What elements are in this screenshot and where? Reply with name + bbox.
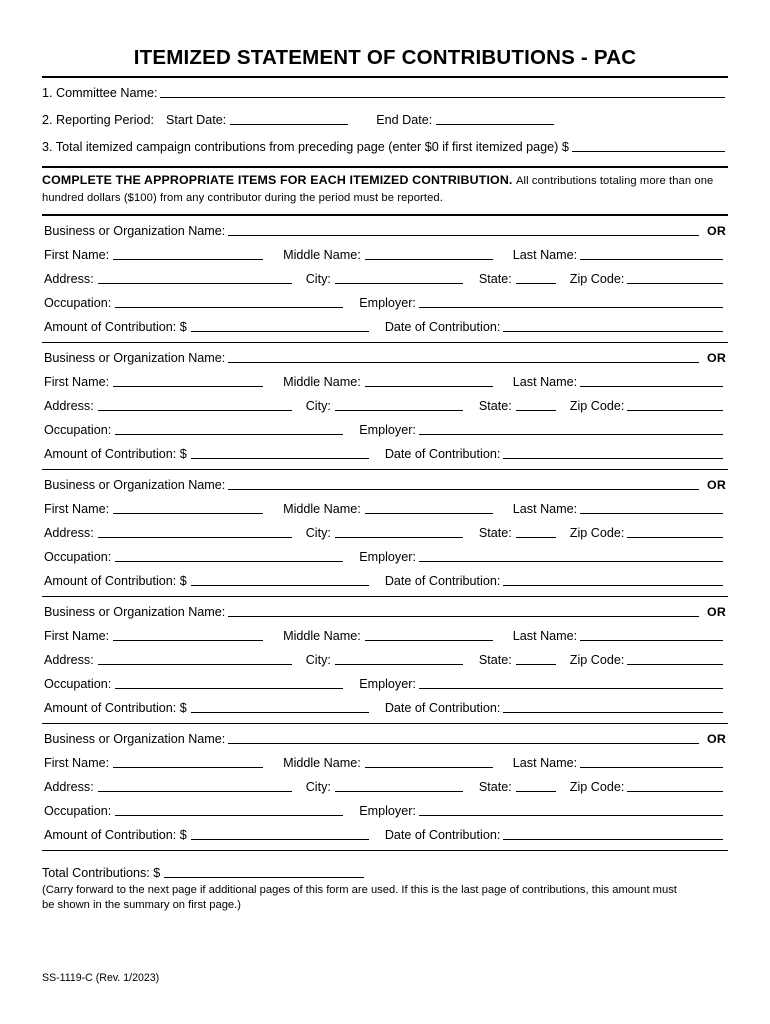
employer-label: Employer: bbox=[359, 676, 416, 691]
amount-row bbox=[42, 446, 728, 461]
date-input[interactable] bbox=[503, 319, 723, 332]
address-row bbox=[42, 525, 728, 540]
business-name-label: Business or Organization Name: bbox=[44, 350, 226, 365]
last-name-input[interactable] bbox=[580, 755, 723, 768]
occupation-label: Occupation: bbox=[44, 803, 112, 818]
city-label: City: bbox=[305, 779, 331, 794]
business-name-label: Business or Organization Name: bbox=[44, 223, 226, 238]
address-label: Address: bbox=[44, 652, 94, 667]
start-date-label: Start Date: bbox=[166, 113, 227, 127]
name-row bbox=[42, 628, 728, 643]
business-name-label: Business or Organization Name: bbox=[44, 477, 226, 492]
occupation-input[interactable] bbox=[115, 676, 343, 689]
last-name-input[interactable] bbox=[580, 374, 723, 387]
amount-row bbox=[42, 700, 728, 715]
amount-input[interactable] bbox=[191, 573, 369, 586]
total-prior-row bbox=[42, 139, 728, 154]
city-label: City: bbox=[305, 652, 331, 667]
total-contributions-input[interactable] bbox=[164, 865, 364, 878]
state-label: State: bbox=[478, 398, 512, 413]
amount-label: Amount of Contribution: $ bbox=[44, 446, 187, 461]
address-label: Address: bbox=[44, 779, 94, 794]
occupation-row bbox=[42, 295, 728, 310]
contribution-entry bbox=[42, 216, 728, 343]
state-label: State: bbox=[478, 779, 512, 794]
middle-name-label: Middle Name: bbox=[283, 628, 361, 643]
total-prior-label: 3. Total itemized campaign contributions from preceding page (enter $0 if first itemized page) $ bbox=[42, 140, 569, 154]
start-date-input[interactable] bbox=[230, 112, 348, 125]
or-label: OR bbox=[707, 350, 726, 365]
address-label: Address: bbox=[44, 271, 94, 286]
last-name-input[interactable] bbox=[580, 628, 723, 641]
zip-input[interactable] bbox=[627, 779, 723, 792]
employer-label: Employer: bbox=[359, 803, 416, 818]
committee-name-input[interactable] bbox=[160, 85, 725, 98]
state-input[interactable] bbox=[516, 652, 556, 665]
state-label: State: bbox=[478, 271, 512, 286]
page-title: ITEMIZED STATEMENT OF CONTRIBUTIONS - PAC bbox=[133, 46, 637, 69]
middle-name-input[interactable] bbox=[365, 374, 493, 387]
end-date-input[interactable] bbox=[436, 112, 554, 125]
last-name-label: Last Name: bbox=[512, 374, 578, 389]
end-date-label: End Date: bbox=[376, 113, 433, 127]
zip-input[interactable] bbox=[627, 271, 723, 284]
state-input[interactable] bbox=[516, 779, 556, 792]
address-label: Address: bbox=[44, 398, 94, 413]
first-name-input[interactable] bbox=[113, 755, 263, 768]
name-row bbox=[42, 374, 728, 389]
state-label: State: bbox=[478, 525, 512, 540]
first-name-label: First Name: bbox=[44, 374, 110, 389]
middle-name-input[interactable] bbox=[365, 501, 493, 514]
date-label: Date of Contribution: bbox=[384, 827, 501, 842]
amount-row bbox=[42, 827, 728, 842]
business-name-label: Business or Organization Name: bbox=[44, 731, 226, 746]
middle-name-input[interactable] bbox=[365, 755, 493, 768]
address-row bbox=[42, 779, 728, 794]
occupation-row bbox=[42, 676, 728, 691]
last-name-label: Last Name: bbox=[512, 501, 578, 516]
zip-input[interactable] bbox=[627, 525, 723, 538]
first-name-input[interactable] bbox=[113, 374, 263, 387]
or-label: OR bbox=[707, 604, 726, 619]
occupation-row bbox=[42, 803, 728, 818]
occupation-input[interactable] bbox=[115, 295, 343, 308]
last-name-label: Last Name: bbox=[512, 247, 578, 262]
zip-label: Zip Code: bbox=[569, 652, 625, 667]
amount-input[interactable] bbox=[191, 446, 369, 459]
name-row bbox=[42, 755, 728, 770]
address-input[interactable] bbox=[98, 652, 292, 665]
zip-input[interactable] bbox=[627, 652, 723, 665]
business-name-input[interactable] bbox=[228, 350, 699, 363]
state-input[interactable] bbox=[516, 398, 556, 411]
total-contributions-label: Total Contributions: $ bbox=[42, 865, 161, 880]
reporting-period-label: 2. Reporting Period: bbox=[42, 113, 155, 127]
date-input[interactable] bbox=[503, 700, 723, 713]
date-label: Date of Contribution: bbox=[384, 319, 501, 334]
first-name-input[interactable] bbox=[113, 247, 263, 260]
middle-name-label: Middle Name: bbox=[283, 755, 361, 770]
address-row bbox=[42, 398, 728, 413]
or-label: OR bbox=[707, 223, 726, 238]
amount-label: Amount of Contribution: $ bbox=[44, 573, 187, 588]
zip-input[interactable] bbox=[627, 398, 723, 411]
instruction-bold: COMPLETE THE APPROPRIATE ITEMS FOR EACH ITEMIZED CONTRIBUTION. bbox=[42, 173, 513, 187]
contribution-entry bbox=[42, 470, 728, 597]
employer-input[interactable] bbox=[419, 549, 723, 562]
state-input[interactable] bbox=[516, 271, 556, 284]
occupation-label: Occupation: bbox=[44, 676, 112, 691]
date-input[interactable] bbox=[503, 446, 723, 459]
city-label: City: bbox=[305, 271, 331, 286]
contribution-entry bbox=[42, 343, 728, 470]
employer-input[interactable] bbox=[419, 295, 723, 308]
total-row bbox=[42, 865, 728, 880]
first-name-input[interactable] bbox=[113, 628, 263, 641]
or-label: OR bbox=[707, 731, 726, 746]
last-name-label: Last Name: bbox=[512, 755, 578, 770]
name-row bbox=[42, 501, 728, 516]
last-name-input[interactable] bbox=[580, 247, 723, 260]
city-label: City: bbox=[305, 525, 331, 540]
total-prior-input[interactable] bbox=[572, 139, 725, 152]
occupation-row bbox=[42, 422, 728, 437]
first-name-label: First Name: bbox=[44, 628, 110, 643]
name-row bbox=[42, 247, 728, 262]
instruction-rest: All contributions totaling more than one hundred dollars ($100) from any contributor during the period must be reported. bbox=[42, 175, 714, 204]
business-name-row bbox=[42, 731, 728, 746]
instruction-top-divider bbox=[42, 166, 728, 168]
business-name-input[interactable] bbox=[228, 604, 699, 617]
business-name-row bbox=[42, 223, 728, 238]
occupation-label: Occupation: bbox=[44, 422, 112, 437]
business-name-input[interactable] bbox=[228, 477, 699, 490]
entries-list bbox=[42, 216, 728, 851]
first-name-label: First Name: bbox=[44, 501, 110, 516]
amount-label: Amount of Contribution: $ bbox=[44, 700, 187, 715]
address-input[interactable] bbox=[98, 525, 292, 538]
business-name-row bbox=[42, 604, 728, 619]
or-label: OR bbox=[707, 477, 726, 492]
middle-name-label: Middle Name: bbox=[283, 374, 361, 389]
employer-label: Employer: bbox=[359, 549, 416, 564]
employer-input[interactable] bbox=[419, 676, 723, 689]
first-name-label: First Name: bbox=[44, 755, 110, 770]
instruction-text bbox=[42, 172, 728, 206]
address-label: Address: bbox=[44, 525, 94, 540]
occupation-label: Occupation: bbox=[44, 549, 112, 564]
middle-name-label: Middle Name: bbox=[283, 501, 361, 516]
committee-name-label: 1. Committee Name: bbox=[42, 86, 158, 100]
first-name-label: First Name: bbox=[44, 247, 110, 262]
city-input[interactable] bbox=[335, 779, 463, 792]
city-input[interactable] bbox=[335, 398, 463, 411]
employer-label: Employer: bbox=[359, 295, 416, 310]
city-input[interactable] bbox=[335, 271, 463, 284]
business-name-label: Business or Organization Name: bbox=[44, 604, 226, 619]
reporting-period-row bbox=[42, 112, 728, 127]
business-name-input[interactable] bbox=[228, 223, 699, 236]
occupation-input[interactable] bbox=[115, 422, 343, 435]
form-number: SS-1119-C (Rev. 1/2023) bbox=[42, 972, 160, 984]
business-name-input[interactable] bbox=[228, 731, 699, 744]
date-input[interactable] bbox=[503, 827, 723, 840]
amount-label: Amount of Contribution: $ bbox=[44, 319, 187, 334]
employer-input[interactable] bbox=[419, 422, 723, 435]
employer-input[interactable] bbox=[419, 803, 723, 816]
first-name-input[interactable] bbox=[113, 501, 263, 514]
state-label: State: bbox=[478, 652, 512, 667]
amount-input[interactable] bbox=[191, 319, 369, 332]
amount-label: Amount of Contribution: $ bbox=[44, 827, 187, 842]
amount-input[interactable] bbox=[191, 827, 369, 840]
occupation-input[interactable] bbox=[115, 549, 343, 562]
zip-label: Zip Code: bbox=[569, 271, 625, 286]
carry-forward-note: (Carry forward to the next page if additional pages of this form are used. If this is the last page of contributions, this amount must be shown in the summary on first page.) bbox=[42, 883, 677, 911]
occupation-row bbox=[42, 549, 728, 564]
address-input[interactable] bbox=[98, 271, 292, 284]
zip-label: Zip Code: bbox=[569, 525, 625, 540]
total-section bbox=[42, 865, 728, 913]
date-label: Date of Contribution: bbox=[384, 700, 501, 715]
address-row bbox=[42, 271, 728, 286]
middle-name-input[interactable] bbox=[365, 247, 493, 260]
contribution-entry bbox=[42, 597, 728, 724]
date-input[interactable] bbox=[503, 573, 723, 586]
employer-label: Employer: bbox=[359, 422, 416, 437]
header-fields bbox=[42, 78, 728, 154]
contribution-entry bbox=[42, 724, 728, 851]
state-input[interactable] bbox=[516, 525, 556, 538]
last-name-input[interactable] bbox=[580, 501, 723, 514]
address-input[interactable] bbox=[98, 398, 292, 411]
zip-label: Zip Code: bbox=[569, 398, 625, 413]
last-name-label: Last Name: bbox=[512, 628, 578, 643]
zip-label: Zip Code: bbox=[569, 779, 625, 794]
address-row bbox=[42, 652, 728, 667]
date-label: Date of Contribution: bbox=[384, 446, 501, 461]
business-name-row bbox=[42, 477, 728, 492]
date-label: Date of Contribution: bbox=[384, 573, 501, 588]
city-input[interactable] bbox=[335, 525, 463, 538]
city-input[interactable] bbox=[335, 652, 463, 665]
middle-name-input[interactable] bbox=[365, 628, 493, 641]
occupation-input[interactable] bbox=[115, 803, 343, 816]
city-label: City: bbox=[305, 398, 331, 413]
amount-row bbox=[42, 319, 728, 334]
occupation-label: Occupation: bbox=[44, 295, 112, 310]
middle-name-label: Middle Name: bbox=[283, 247, 361, 262]
address-input[interactable] bbox=[98, 779, 292, 792]
business-name-row bbox=[42, 350, 728, 365]
amount-input[interactable] bbox=[191, 700, 369, 713]
committee-name-row bbox=[42, 85, 728, 100]
amount-row bbox=[42, 573, 728, 588]
